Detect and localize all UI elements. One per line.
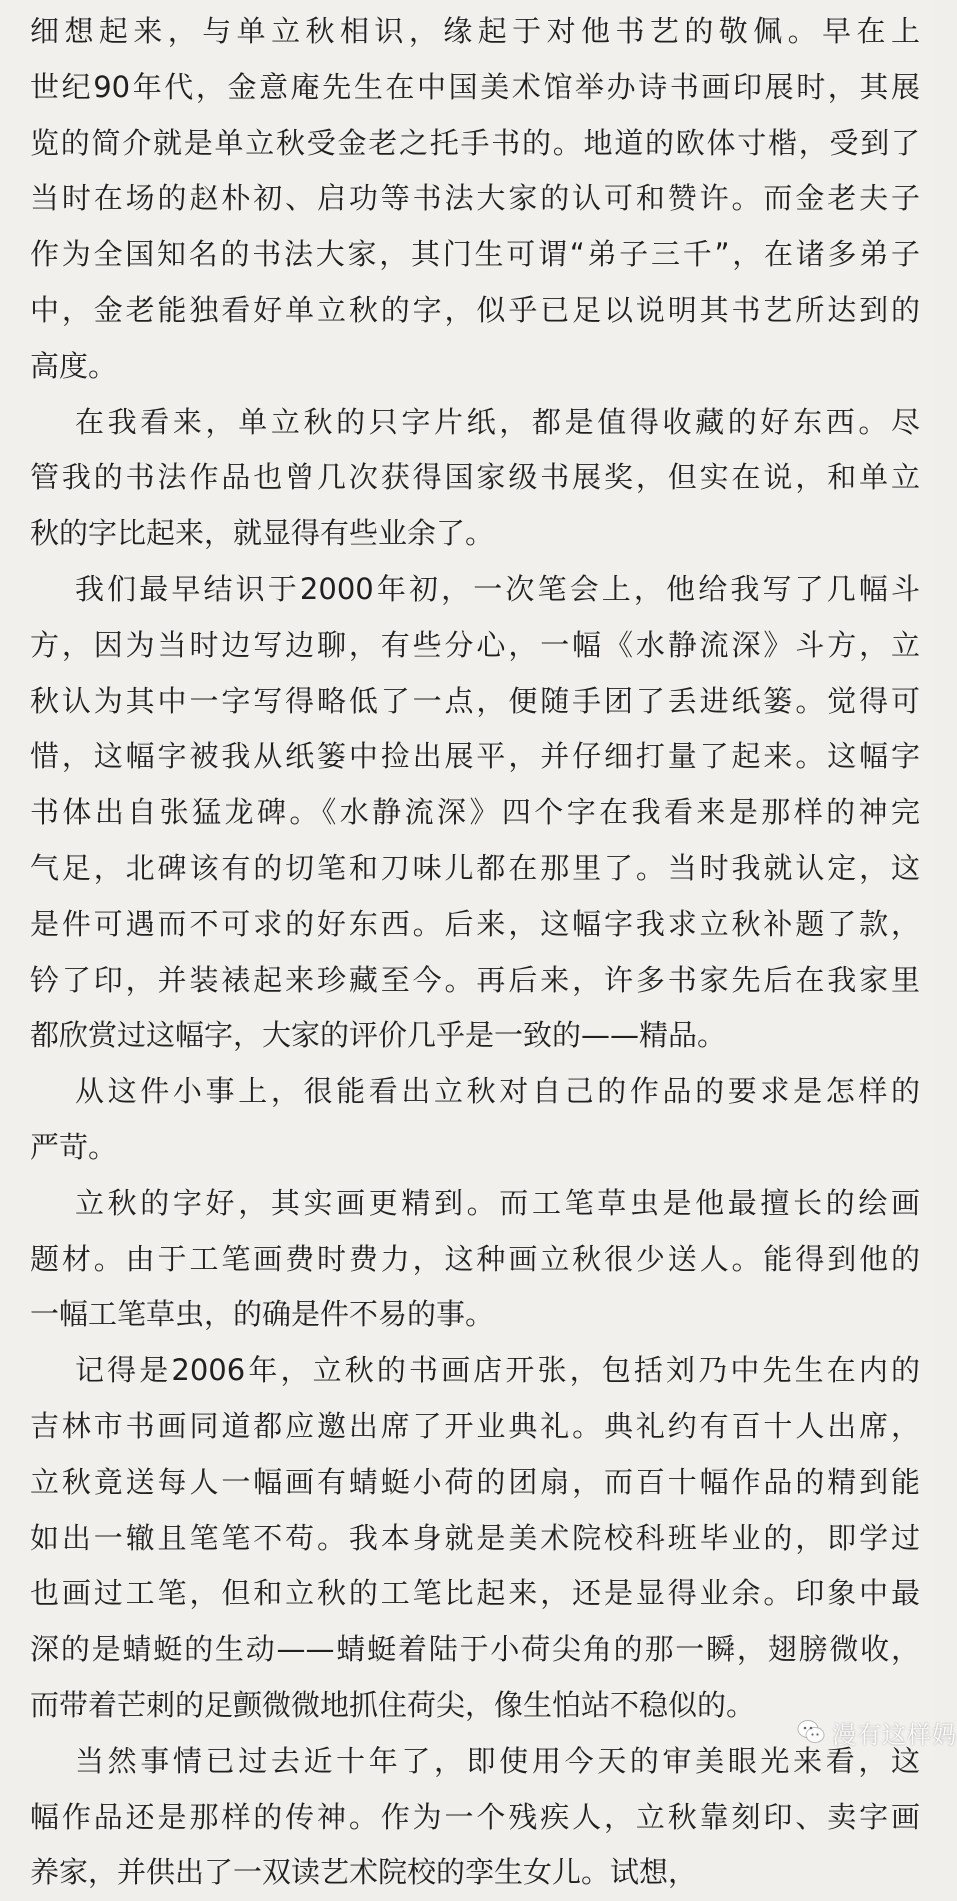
- wechat-icon: [796, 1717, 826, 1747]
- text-line: 当然事情已过去近十年了，即使用今天的审美眼光来看，这: [75, 1743, 920, 1778]
- watermark: [796, 1712, 957, 1752]
- text-line: 如出一辙且笔笔不苟。我本身就是美术院校科班毕业的，即学过: [30, 1520, 920, 1555]
- text-line: 幅作品还是那样的传神。作为一个残疾人，立秋靠刻印、卖字画: [30, 1799, 920, 1834]
- text-line: 吉林市书画同道都应邀出席了开业典礼。典礼约有百十人出席，: [30, 1408, 920, 1443]
- text-line: 严苛。: [30, 1129, 118, 1164]
- text-line: 秋的字比起来，就显得有些业余了。: [30, 516, 495, 551]
- text-line: 细想起来，与单立秋相识，缘起于对他书艺的敬佩。早在上: [30, 14, 920, 48]
- text-line: 深的是蜻蜓的生动——蜻蜓着陆于小荷尖角的那一瞬，翅膀微收，: [30, 1632, 920, 1667]
- text-line: 都欣赏过这幅字，大家的评价几乎是一致的——精品。: [30, 1018, 727, 1053]
- text-line: 管我的书法作品也曾几次获得国家级书展奖，但实在说，和单立: [30, 460, 920, 495]
- text-line: 世纪90年代，金意庵先生在中国美术馆举办诗书画印展时，其展: [30, 69, 920, 104]
- text-line: 在我看来，单立秋的只字片纸，都是值得收藏的好东西。尽: [75, 404, 920, 439]
- watermark-text: 漫有这样妈: [832, 1720, 957, 1749]
- text-line: 高度。: [30, 348, 118, 383]
- text-line: 从这件小事上，很能看出立秋对自己的作品的要求是怎样的: [75, 1074, 920, 1109]
- text-line: 也画过工笔，但和立秋的工笔比起来，还是显得业余。印象中最: [30, 1576, 920, 1611]
- text-line: 览的简介就是单立秋受金老之托手书的。地道的欧体寸楷，受到了: [30, 125, 920, 160]
- text-line: 气足，北碑该有的切笔和刀味儿都在那里了。当时我就认定，这: [30, 850, 920, 885]
- text-line: 钤了印，并装裱起来珍藏至今。再后来，许多书家先后在我家里: [30, 962, 920, 997]
- text-line: 中，金老能独看好单立秋的字，似乎已足以说明其书艺所达到的: [30, 292, 920, 327]
- text-line: 题材。由于工笔画费时费力，这种画立秋很少送人。能得到他的: [30, 1241, 920, 1276]
- text-line: 养家，并供出了一双读艺术院校的孪生女儿。试想，: [30, 1855, 698, 1890]
- text-line: 而带着芒刺的足颤微微地抓住荷尖，像生怕站不稳似的。: [30, 1687, 756, 1722]
- article-body: [30, 4, 920, 1901]
- text-line: 惜，这幅字被我从纸篓中捡出展平，并仔细打量了起来。这幅字: [30, 739, 920, 774]
- text-line: 当时在场的赵朴初、启功等书法大家的认可和赞许。而金老夫子: [30, 181, 920, 216]
- text-line: 一幅工笔草虫，的确是件不易的事。: [30, 1297, 495, 1332]
- text-line: 是件可遇而不可求的好东西。后来，这幅字我求立秋补题了款，: [30, 906, 920, 941]
- text-line: 记得是2006年，立秋的书画店开张，包括刘乃中先生在内的: [75, 1353, 920, 1388]
- text-line: 方，因为当时边写边聊，有些分心，一幅《水静流深》斗方，立: [30, 627, 920, 662]
- text-line: 立秋的字好，其实画更精到。而工笔草虫是他最擅长的绘画: [75, 1185, 920, 1220]
- text-line: 书体出自张猛龙碑。《水静流深》四个字在我看来是那样的神完: [30, 795, 920, 830]
- text-line: 秋认为其中一字写得略低了一点，便随手团了丢进纸篓。觉得可: [30, 683, 920, 718]
- text-line: 作为全国知名的书法大家，其门生可谓“弟子三千”，在诸多弟子: [30, 237, 920, 272]
- text-line: 立秋竟送每人一幅画有蜻蜓小荷的团扇，而百十幅作品的精到能: [30, 1464, 920, 1499]
- text-line: 我们最早结识于2000年初，一次笔会上，他给我写了几幅斗: [75, 571, 920, 606]
